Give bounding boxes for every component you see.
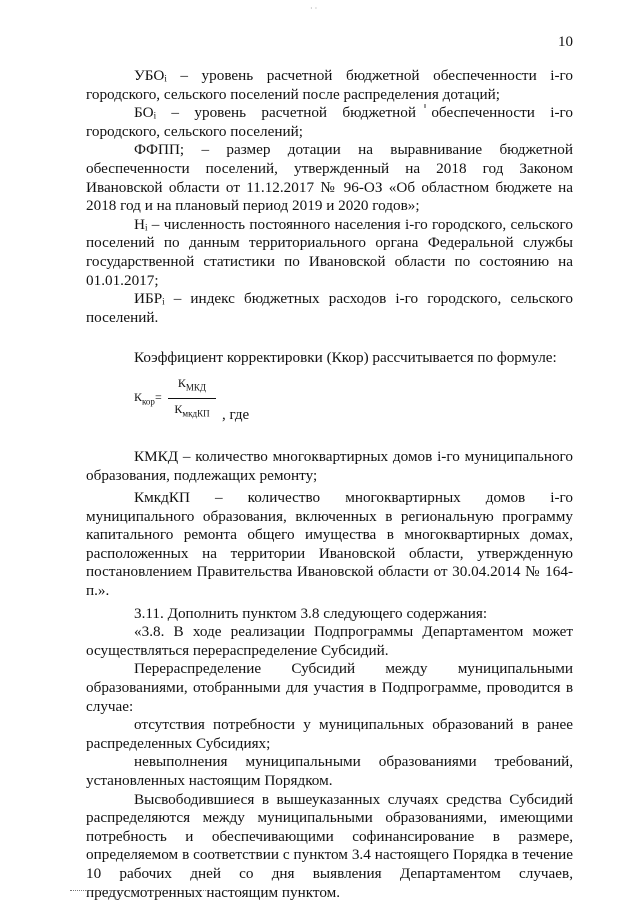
scan-artifact-bottom — [70, 890, 220, 892]
definition-ubo: УБОᵢ – уровень расчетной бюджетной обеспеченности i-го городского, сельского поселений после распределения дотаций; — [86, 67, 573, 103]
amendment-3-8: «3.8. В ходе реализации Подпрограммы Департаментом может осуществляться перераспределение Субсидий. — [86, 623, 573, 659]
formula-where: , где — [222, 406, 250, 423]
page-number: 10 — [558, 34, 573, 50]
formula-denominator: $К_{мкдКП}$ — [174, 401, 210, 419]
condition-no-need: отсутствия потребности у муниципальных образований в ранее распределенных Субсидиях; — [86, 716, 573, 752]
coefficient-formula — [86, 372, 573, 442]
definition-ffpp: ФФПП; – размер дотации на выравнивание бюджетной обеспеченности поселений, утвержденный на 2018 год Законом Ивановской области от 11.12.2017 № 96-ОЗ «Об областном бюджете на 2018 год и на плановый период 2019 и 2020 годов»; — [86, 141, 573, 215]
formula-numerator: $К_{МКД}$ — [168, 374, 216, 399]
formula-fraction — [168, 374, 216, 423]
document-body — [86, 67, 573, 902]
condition-non-compliance: невыполнения муниципальными образованиями требований, установленных настоящим Порядком. — [86, 753, 573, 789]
redistribution-conditions: Перераспределение Субсидий между муниципальными образованиями, отобранными для участия в Подпрограмме, проводится в случае: — [86, 660, 573, 715]
formula-lhs: $К_{кор}=$ — [134, 389, 162, 407]
definition-ibr: ИБРᵢ – индекс бюджетных расходов i-го городского, сельского поселений. — [86, 290, 573, 326]
definition-kmkdkp: КмкдКП – количество многоквартирных домов i-го муниципального образования, включенных в региональную программу капитального ремонта общего имущества в многоквартирных домах, расположенных на территории Ивановской области, утвержденную постановлением Правительства Ивановской области от 30.04.2014 № 164-п.». — [86, 489, 573, 600]
definition-kmkd: КМКД – количество многоквартирных домов i-го муниципального образования, подлежащих ремонту; — [86, 447, 573, 484]
coefficient-intro: Коэффициент корректировки (Ккор) рассчитывается по формуле: — [134, 349, 557, 367]
definition-n: Нᵢ – численность постоянного населения i-го городского, сельского поселений по данным территориального органа Федеральной службы государственной статистики по Ивановской области по состоянию на 01.01.2017; — [86, 215, 573, 289]
scan-artifact-top: · · — [310, 4, 318, 13]
released-funds: Высвободившиеся в вышеуказанных случаях средства Субсидий распределяются между муниципальными образованиями, имеющими потребность и обеспечивающими софинансирование в размере, определяемом в соответствии с пунктом 3.4 настоящего Порядка в течение 10 рабочих дней со дня выявления Департаментом случаев, предусмотренных настоящим пунктом. — [86, 790, 573, 901]
definition-bo: БОᵢ – уровень расчетной бюджетной обеспеченности i-го городского, сельского поселений; — [86, 104, 573, 140]
amendment-3-11: 3.11. Дополнить пунктом 3.8 следующего содержания: — [134, 604, 488, 622]
